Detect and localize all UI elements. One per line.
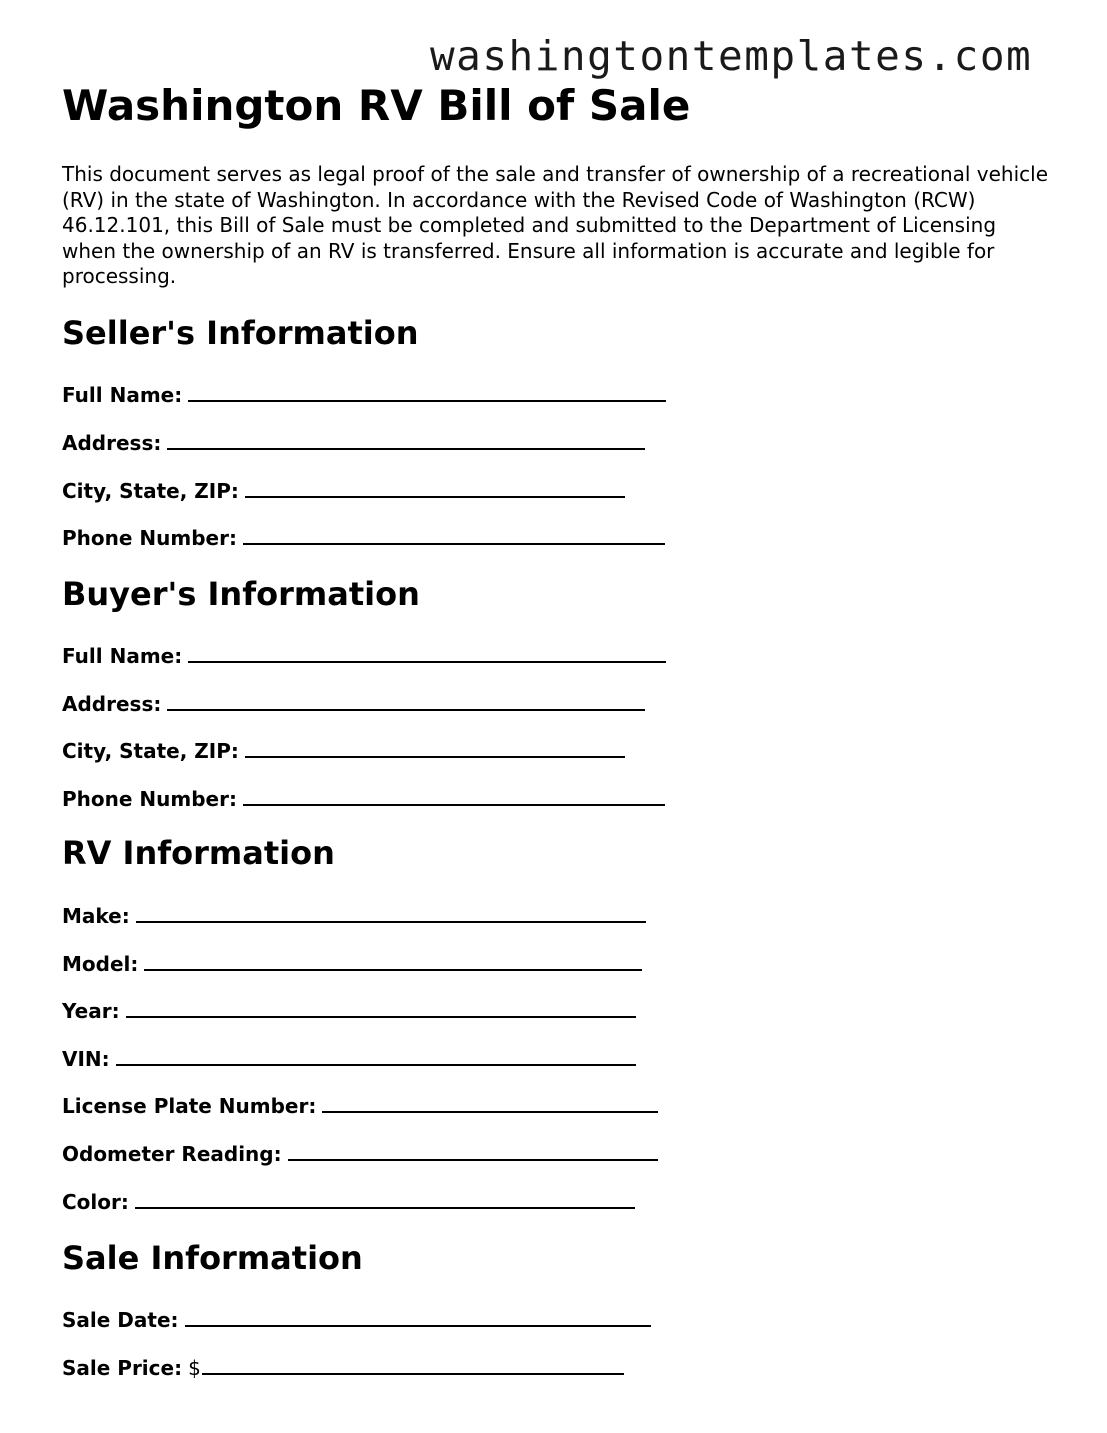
sale-price-field[interactable]: [62, 1354, 624, 1380]
sale-section: [62, 1238, 1052, 1380]
buyer-city-state-zip-field[interactable]: [62, 737, 625, 763]
seller-address-label: Address:: [62, 431, 162, 455]
rv-model-line[interactable]: [144, 950, 642, 971]
rv-model-field[interactable]: [62, 950, 642, 976]
sale-date-field[interactable]: [62, 1306, 651, 1332]
intro-paragraph: This document serves as legal proof of the sale and transfer of ownership of a recreational vehicle (RV) in the state of Washington. In accordance with the Revised Code of Washington (RCW) 46.12.101, this Bill of Sale must be completed and submitted to the Department of Licensing when the ownership of an RV is transferred. Ensure all information is accurate and legible for processing.: [62, 162, 1049, 289]
watermark: washingtontemplates.com: [430, 32, 1033, 80]
buyer-city-state-zip-line[interactable]: [245, 737, 625, 758]
rv-make-label: Make:: [62, 904, 130, 928]
sale-heading: Sale Information: [62, 1239, 363, 1277]
buyer-phone-line[interactable]: [243, 785, 665, 806]
buyer-city-state-zip-label: City, State, ZIP:: [62, 739, 239, 763]
rv-color-line[interactable]: [135, 1188, 635, 1209]
buyer-phone-field[interactable]: [62, 785, 665, 811]
seller-heading: Seller's Information: [62, 314, 419, 352]
rv-odometer-line[interactable]: [288, 1140, 658, 1161]
seller-full-name-line[interactable]: [188, 381, 666, 402]
buyer-address-line[interactable]: [167, 690, 645, 711]
rv-plate-field[interactable]: [62, 1092, 658, 1118]
seller-city-state-zip-label: City, State, ZIP:: [62, 479, 239, 503]
buyer-address-label: Address:: [62, 692, 162, 716]
seller-city-state-zip-line[interactable]: [245, 477, 625, 498]
sale-price-label: Sale Price:: [62, 1356, 183, 1380]
rv-odometer-field[interactable]: [62, 1140, 658, 1166]
rv-make-line[interactable]: [136, 902, 646, 923]
currency-symbol: $: [188, 1356, 201, 1380]
seller-full-name-label: Full Name:: [62, 383, 183, 407]
rv-vin-line[interactable]: [116, 1045, 636, 1066]
document-page: [62, 80, 1052, 1380]
rv-heading: RV Information: [62, 834, 335, 872]
rv-year-field[interactable]: [62, 997, 636, 1023]
buyer-address-field[interactable]: [62, 690, 645, 716]
seller-section: [62, 313, 1052, 550]
seller-address-line[interactable]: [167, 429, 645, 450]
buyer-heading: Buyer's Information: [62, 575, 420, 613]
buyer-section: [62, 574, 1052, 811]
rv-section: [62, 833, 1052, 1214]
buyer-full-name-line[interactable]: [188, 642, 666, 663]
seller-city-state-zip-field[interactable]: [62, 477, 625, 503]
buyer-full-name-field[interactable]: [62, 642, 666, 668]
buyer-full-name-label: Full Name:: [62, 644, 183, 668]
rv-plate-line[interactable]: [322, 1092, 658, 1113]
page-title: Washington RV Bill of Sale: [62, 81, 691, 130]
sale-price-line[interactable]: [202, 1354, 624, 1375]
seller-full-name-field[interactable]: [62, 381, 666, 407]
seller-phone-label: Phone Number:: [62, 526, 237, 550]
rv-make-field[interactable]: [62, 902, 646, 928]
buyer-phone-label: Phone Number:: [62, 787, 237, 811]
seller-phone-field[interactable]: [62, 524, 665, 550]
rv-color-label: Color:: [62, 1190, 129, 1214]
rv-year-label: Year:: [62, 999, 120, 1023]
rv-color-field[interactable]: [62, 1188, 635, 1214]
rv-vin-label: VIN:: [62, 1047, 110, 1071]
rv-odometer-label: Odometer Reading:: [62, 1142, 282, 1166]
sale-date-line[interactable]: [185, 1306, 651, 1327]
rv-plate-label: License Plate Number:: [62, 1094, 317, 1118]
sale-date-label: Sale Date:: [62, 1308, 179, 1332]
seller-phone-line[interactable]: [243, 524, 665, 545]
rv-vin-field[interactable]: [62, 1045, 636, 1071]
rv-year-line[interactable]: [126, 997, 636, 1018]
rv-model-label: Model:: [62, 952, 139, 976]
seller-address-field[interactable]: [62, 429, 645, 455]
